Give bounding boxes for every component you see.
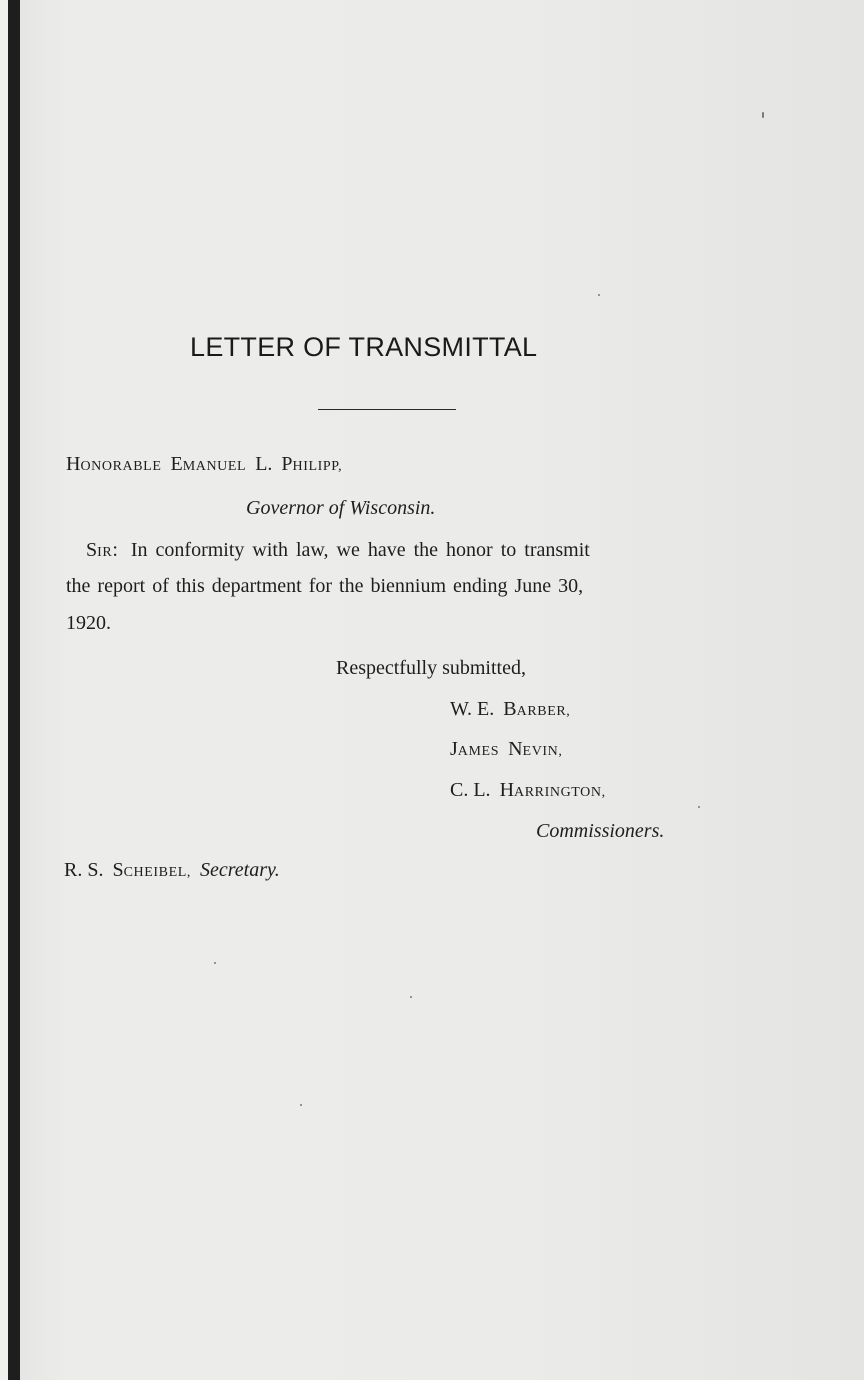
salutation: SIR: [86, 539, 118, 561]
closing-text: Respectfully submitted, [336, 657, 526, 679]
paper-speck [598, 294, 600, 296]
signatory-harrington: C. L. HARRINGTON, [450, 779, 606, 801]
paper-speck [214, 962, 216, 964]
paper-speck [762, 112, 764, 118]
addressee-name: HONORABLE EMANUEL L. PHILIPP, [66, 453, 343, 475]
commissioners-label: Commissioners. [536, 820, 665, 842]
signatory-barber: W. E. BARBER, [450, 698, 571, 720]
addressee-office: Governor of Wisconsin. [246, 497, 436, 519]
title-rule-divider [318, 409, 456, 410]
book-spine-shadow [8, 0, 20, 1380]
body-line-2: the report of this department for the biennium ending June 30, [66, 575, 584, 597]
signatory-nevin: JAMES NEVIN, [450, 738, 563, 760]
paper-speck [410, 996, 412, 998]
paper-speck [698, 806, 700, 808]
page-edge [0, 0, 8, 1380]
body-line-3: 1920. [66, 612, 111, 634]
secretary-line: R. S. SCHEIBEL, Secretary. [64, 859, 280, 881]
paper-speck [300, 1104, 302, 1106]
page-title: LETTER OF TRANSMITTAL [190, 332, 538, 362]
body-line-1: SIR: In conformity with law, we have the honor to transmit [86, 539, 590, 561]
